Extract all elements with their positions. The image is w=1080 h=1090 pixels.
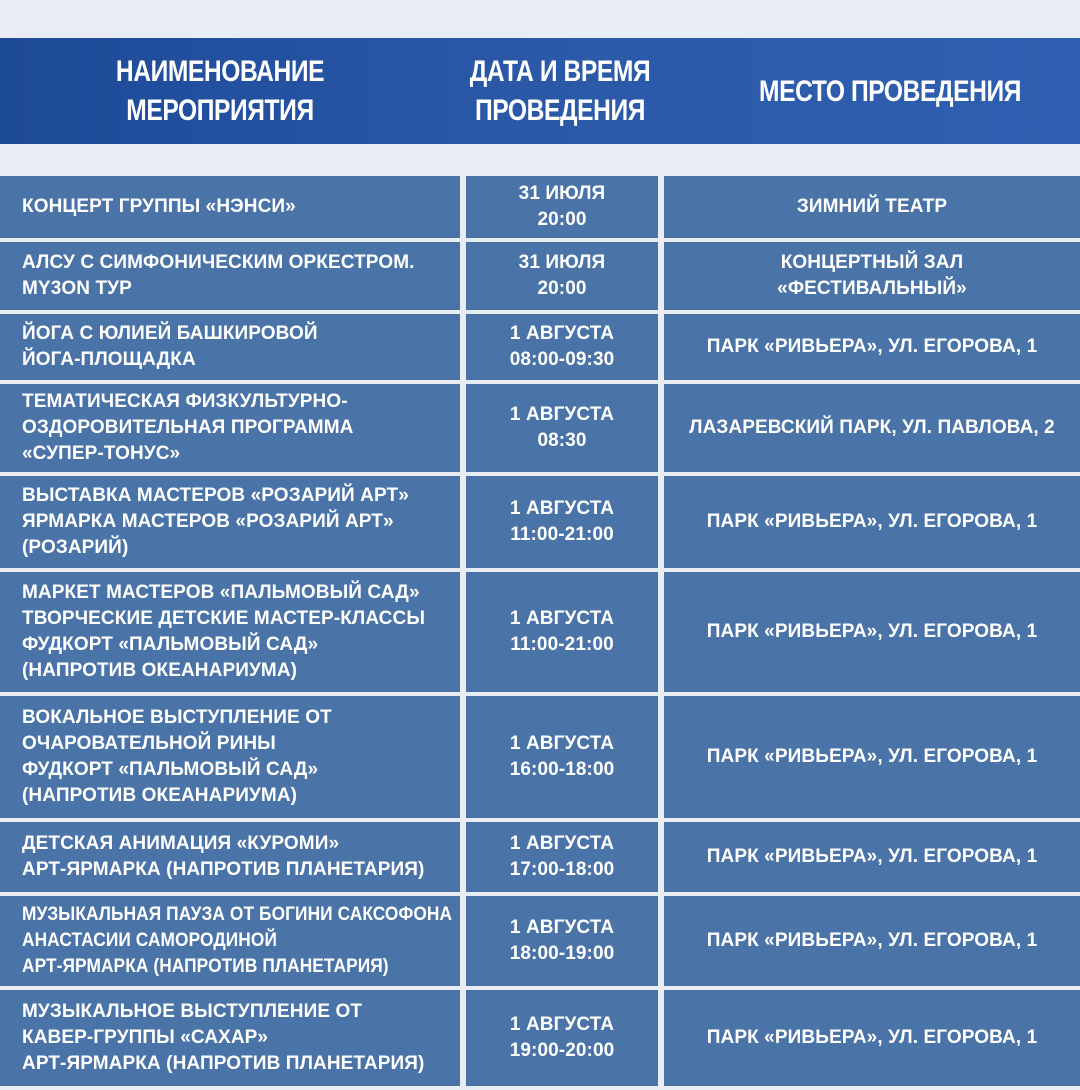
event-date-cell-line: 1 АВГУСТА (509, 1014, 615, 1035)
event-date-cell (466, 176, 658, 238)
table-header (0, 38, 1080, 144)
event-date-cell-line: 20:00 (537, 278, 587, 299)
header-event-name-line1: НАИМЕНОВАНИЕ (115, 55, 325, 88)
event-name-cell-line: АРТ-ЯРМАРКА (НАПРОТИВ ПЛАНЕТАРИЯ) (22, 956, 389, 977)
event-date-cell-line: 08:30 (537, 430, 587, 451)
event-venue-cell (664, 696, 1080, 818)
table-row (0, 822, 1080, 896)
header-event-name (40, 38, 401, 144)
event-date-cell-line: 19:00-20:00 (509, 1040, 615, 1061)
header-date-time-line2: ПРОВЕДЕНИЯ (474, 94, 646, 127)
event-venue-cell-line: ПАРК «РИВЬЕРА», УЛ. ЕГОРОВА, 1 (706, 336, 1038, 357)
event-name-cell-line: КОНЦЕРТ ГРУППЫ «НЭНСИ» (22, 196, 296, 217)
event-venue-cell-line: ЛАЗАРЕВСКИЙ ПАРК, УЛ. ПАВЛОВА, 2 (689, 417, 1055, 438)
event-venue-cell-line: ПАРК «РИВЬЕРА», УЛ. ЕГОРОВА, 1 (706, 930, 1038, 951)
event-name-cell-line: МУЗЫКАЛЬНАЯ ПАУЗА ОТ БОГИНИ САКСОФОНА (22, 904, 453, 925)
event-venue-cell (664, 476, 1080, 568)
event-name-cell-line: ДЕТСКАЯ АНИМАЦИЯ «КУРОМИ» (22, 833, 340, 854)
event-name-cell-line: «СУПЕР-ТОНУС» (22, 443, 181, 464)
event-venue-cell-line: ПАРК «РИВЬЕРА», УЛ. ЕГОРОВА, 1 (706, 846, 1038, 867)
event-name-cell (0, 696, 460, 818)
event-name-cell-line: ТЕМАТИЧЕСКАЯ ФИЗКУЛЬТУРНО- (22, 391, 348, 412)
header-date-time (453, 38, 666, 144)
event-name-cell-line: ВОКАЛЬНОЕ ВЫСТУПЛЕНИЕ ОТ (22, 707, 332, 728)
event-name-cell-line: ОЗДОРОВИТЕЛЬНАЯ ПРОГРАММА (22, 417, 354, 438)
event-venue-cell (664, 384, 1080, 472)
event-name-cell (0, 314, 460, 380)
event-date-cell-line: 18:00-19:00 (509, 943, 615, 964)
table-row (0, 384, 1080, 476)
event-date-cell-line: 1 АВГУСТА (509, 917, 615, 938)
event-date-cell-line: 1 АВГУСТА (509, 323, 615, 344)
event-name-cell-line: МУЗЫКАЛЬНОЕ ВЫСТУПЛЕНИЕ ОТ (22, 1001, 363, 1022)
event-venue-cell-line: ПАРК «РИВЬЕРА», УЛ. ЕГОРОВА, 1 (706, 621, 1038, 642)
event-date-cell-line: 31 ИЮЛЯ (518, 183, 606, 204)
table-row (0, 314, 1080, 384)
event-date-cell (466, 572, 658, 692)
event-name-cell-line: КАВЕР-ГРУППЫ «САХАР» (22, 1027, 269, 1048)
event-name-cell-line: ФУДКОРТ «ПАЛЬМОВЫЙ САД» (22, 759, 319, 780)
event-name-cell (0, 822, 460, 892)
table-row (0, 176, 1080, 242)
event-name-cell-line: ФУДКОРТ «ПАЛЬМОВЫЙ САД» (22, 634, 319, 655)
header-date-time-line1: ДАТА И ВРЕМЯ (469, 55, 651, 88)
header-event-name-line2: МЕРОПРИЯТИЯ (126, 94, 314, 127)
event-date-cell-line: 11:00-21:00 (510, 634, 614, 655)
event-date-cell-line: 1 АВГУСТА (509, 833, 615, 854)
event-name-cell-line: ОЧАРОВАТЕЛЬНОЙ РИНЫ (22, 733, 276, 754)
event-name-cell-line: МАРКЕТ МАСТЕРОВ «ПАЛЬМОВЫЙ САД» (22, 582, 420, 603)
event-date-cell-line: 20:00 (537, 209, 587, 230)
event-name-cell-line: ЯРМАРКА МАСТЕРОВ «РОЗАРИЙ АРТ» (22, 511, 394, 532)
event-venue-cell-line: «ФЕСТИВАЛЬНЫЙ» (777, 278, 967, 299)
event-venue-cell (664, 822, 1080, 892)
event-date-cell (466, 476, 658, 568)
event-name-cell-line: ТВОРЧЕСКИЕ ДЕТСКИЕ МАСТЕР-КЛАССЫ (22, 608, 426, 629)
table-row (0, 476, 1080, 572)
event-date-cell (466, 314, 658, 380)
event-name-cell-line: (НАПРОТИВ ОКЕАНАРИУМА) (22, 785, 298, 806)
event-date-cell-line: 16:00-18:00 (509, 759, 615, 780)
event-name-cell-line: АНАСТАСИИ САМОРОДИНОЙ (22, 930, 277, 951)
event-date-cell-line: 08:00-09:30 (509, 349, 615, 370)
event-venue-cell (664, 990, 1080, 1086)
event-venue-cell (664, 176, 1080, 238)
table-row (0, 990, 1080, 1090)
event-name-cell (0, 572, 460, 692)
event-name-cell (0, 896, 460, 986)
table-row (0, 242, 1080, 314)
event-name-cell-line: АЛСУ С СИМФОНИЧЕСКИМ ОРКЕСТРОМ. (22, 252, 415, 273)
table-row (0, 696, 1080, 822)
event-venue-cell (664, 572, 1080, 692)
event-name-cell-line: АРТ-ЯРМАРКА (НАПРОТИВ ПЛАНЕТАРИЯ) (22, 1053, 425, 1074)
event-name-cell-line: ЙОГА-ПЛОЩАДКА (22, 349, 196, 370)
event-date-cell-line: 31 ИЮЛЯ (518, 252, 606, 273)
event-name-cell (0, 990, 460, 1086)
event-date-cell (466, 896, 658, 986)
event-name-cell-line: (РОЗАРИЙ) (22, 537, 129, 558)
event-venue-cell-line: ПАРК «РИВЬЕРА», УЛ. ЕГОРОВА, 1 (706, 511, 1038, 532)
event-date-cell-line: 17:00-18:00 (509, 859, 615, 880)
table-row (0, 896, 1080, 990)
event-venue-cell (664, 314, 1080, 380)
event-date-cell (466, 384, 658, 472)
event-venue-cell-line: ЗИМНИЙ ТЕАТР (796, 196, 948, 217)
event-date-cell-line: 11:00-21:00 (510, 524, 614, 545)
event-date-cell (466, 242, 658, 310)
event-name-cell (0, 176, 460, 238)
event-date-cell-line: 1 АВГУСТА (509, 498, 615, 519)
event-venue-cell-line: ПАРК «РИВЬЕРА», УЛ. ЕГОРОВА, 1 (706, 1027, 1038, 1048)
event-name-cell-line: АРТ-ЯРМАРКА (НАПРОТИВ ПЛАНЕТАРИЯ) (22, 859, 425, 880)
event-name-cell (0, 242, 460, 310)
event-venue-cell (664, 896, 1080, 986)
event-name-cell-line: ВЫСТАВКА МАСТЕРОВ «РОЗАРИЙ АРТ» (22, 485, 409, 506)
event-name-cell-line: MY3ON ТУР (22, 278, 132, 299)
header-venue (734, 38, 1046, 144)
event-date-cell-line: 1 АВГУСТА (509, 733, 615, 754)
event-name-cell-line: (НАПРОТИВ ОКЕАНАРИУМА) (22, 660, 298, 681)
event-name-cell-line: ЙОГА С ЮЛИЕЙ БАШКИРОВОЙ (22, 323, 318, 344)
header-venue-line1: МЕСТО ПРОВЕДЕНИЯ (758, 74, 1022, 108)
event-date-cell-line: 1 АВГУСТА (509, 608, 615, 629)
event-date-cell-line: 1 АВГУСТА (509, 404, 615, 425)
event-venue-cell (664, 242, 1080, 310)
table-row (0, 572, 1080, 696)
event-name-cell (0, 384, 460, 472)
event-name-cell (0, 476, 460, 568)
event-date-cell (466, 696, 658, 818)
event-date-cell (466, 990, 658, 1086)
event-venue-cell-line: КОНЦЕРТНЫЙ ЗАЛ (780, 252, 964, 273)
event-venue-cell-line: ПАРК «РИВЬЕРА», УЛ. ЕГОРОВА, 1 (706, 746, 1038, 767)
event-date-cell (466, 822, 658, 892)
